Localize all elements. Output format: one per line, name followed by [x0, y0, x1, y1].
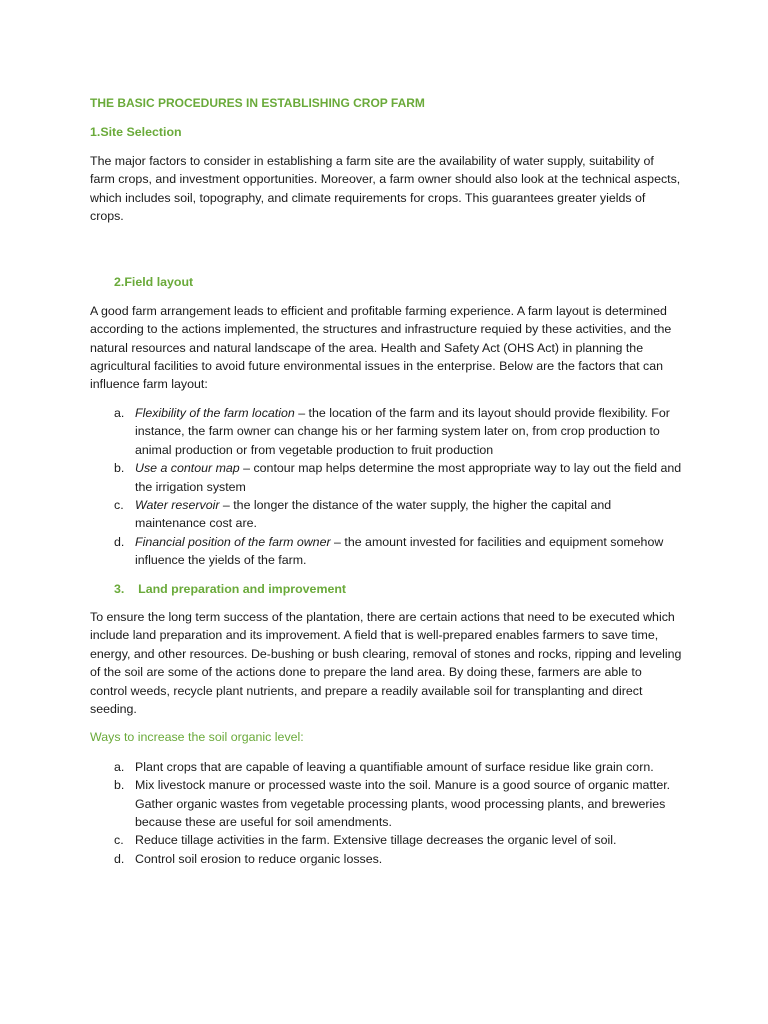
list-item: [90, 459, 682, 496]
section-number: 3.: [114, 581, 125, 596]
list-item: [90, 831, 682, 849]
list-marker: d.: [114, 851, 125, 866]
field-layout-factors-list: [90, 404, 682, 570]
list-item-text: Control soil erosion to reduce organic losses.: [135, 851, 383, 866]
section-heading-land-preparation: [114, 580, 682, 598]
section-spacer: [90, 235, 682, 273]
list-item: [90, 533, 682, 570]
list-marker: c.: [114, 497, 124, 512]
document-page: [90, 94, 682, 878]
list-item-term: Flexibility of the farm location: [135, 405, 295, 420]
list-marker: c.: [114, 833, 124, 848]
list-item-term: Use a contour map: [135, 461, 240, 476]
list-item-term: Water reservoir: [135, 497, 220, 512]
list-marker: a.: [114, 759, 125, 774]
list-item-text: Plant crops that are capable of leaving a quantifiable amount of surface residue like grain corn.: [135, 759, 654, 774]
section-heading-site-selection: 1.Site Selection: [90, 125, 182, 140]
list-marker: a.: [114, 405, 125, 420]
list-marker: b.: [114, 778, 125, 793]
section-heading-field-layout: 2.Field layout: [114, 275, 194, 290]
section-paragraph-land-preparation: To ensure the long term success of the plantation, there are certain actions that need to be executed which include land preparation and its improvement. A field that is well-prepared enables farmers to save time, energy, and other resources. De-bushing or bush clearing, removal of stones and rocks, ripping and leveling of the soil are some of the actions done to prepare the land area. By doing these, farmers are able to control weeds, recycle plant nutrients, and prepare a readily available soil for transplanting and direct seeding.: [90, 609, 682, 716]
list-item-text: – the longer the distance of the water supply, the higher the capital and maintenance cost are.: [135, 497, 612, 531]
list-item-text: Reduce tillage activities in the farm. Extensive tillage decreases the organic level of soil.: [135, 833, 617, 848]
list-item: [90, 758, 682, 776]
soil-organic-level-list: [90, 758, 682, 868]
list-item-term: Financial position of the farm owner: [135, 534, 331, 549]
list-item: [90, 850, 682, 868]
list-marker: b.: [114, 461, 125, 476]
list-item: [90, 776, 682, 831]
list-item: [90, 496, 682, 533]
list-item: [90, 404, 682, 459]
subheading-soil-organic-level: Ways to increase the soil organic level:: [90, 730, 304, 745]
list-item-text: – the amount invested for facilities and equipment somehow influence the yields of the farm.: [135, 534, 664, 568]
section-heading-text: Land preparation and improvement: [138, 581, 347, 596]
section-paragraph-field-layout: A good farm arrangement leads to efficient and profitable farming experience. A farm layout is determined according to the actions implemented, the structures and infrastructure requied by these activities, and the natural resources and natural landscape of the area. Health and Safety Act (OHS Act) in planning the agricultural facilities to avoid future environmental issues in the enterprise. Below are the factors that can influence farm layout:: [90, 303, 672, 392]
list-item-text: Mix livestock manure or processed waste into the soil. Manure is a good source of organic matter. Gather organic wastes from vegetable processing plants, wood processing plants, and breweries because these are useful for soil amendments.: [135, 778, 671, 829]
document-title: THE BASIC PROCEDURES IN ESTABLISHING CROP FARM: [90, 96, 425, 110]
list-marker: d.: [114, 534, 125, 549]
list-item-text: – contour map helps determine the most appropriate way to lay out the field and the irrigation system: [135, 461, 682, 494]
list-item-text: – the location of the farm and its layout should provide flexibility. For instance, the farm owner can change his or her farming system later on, from crop production to animal production or from vegetable production to fruit production: [135, 405, 670, 457]
section-paragraph-site-selection: The major factors to consider in establishing a farm site are the availability of water supply, suitability of farm crops, and investment opportunities. Moreover, a farm owner should also look at the technical aspects, which includes soil, topography, and climate requirements for crops. This guarantees greater yields of crops.: [90, 153, 681, 224]
